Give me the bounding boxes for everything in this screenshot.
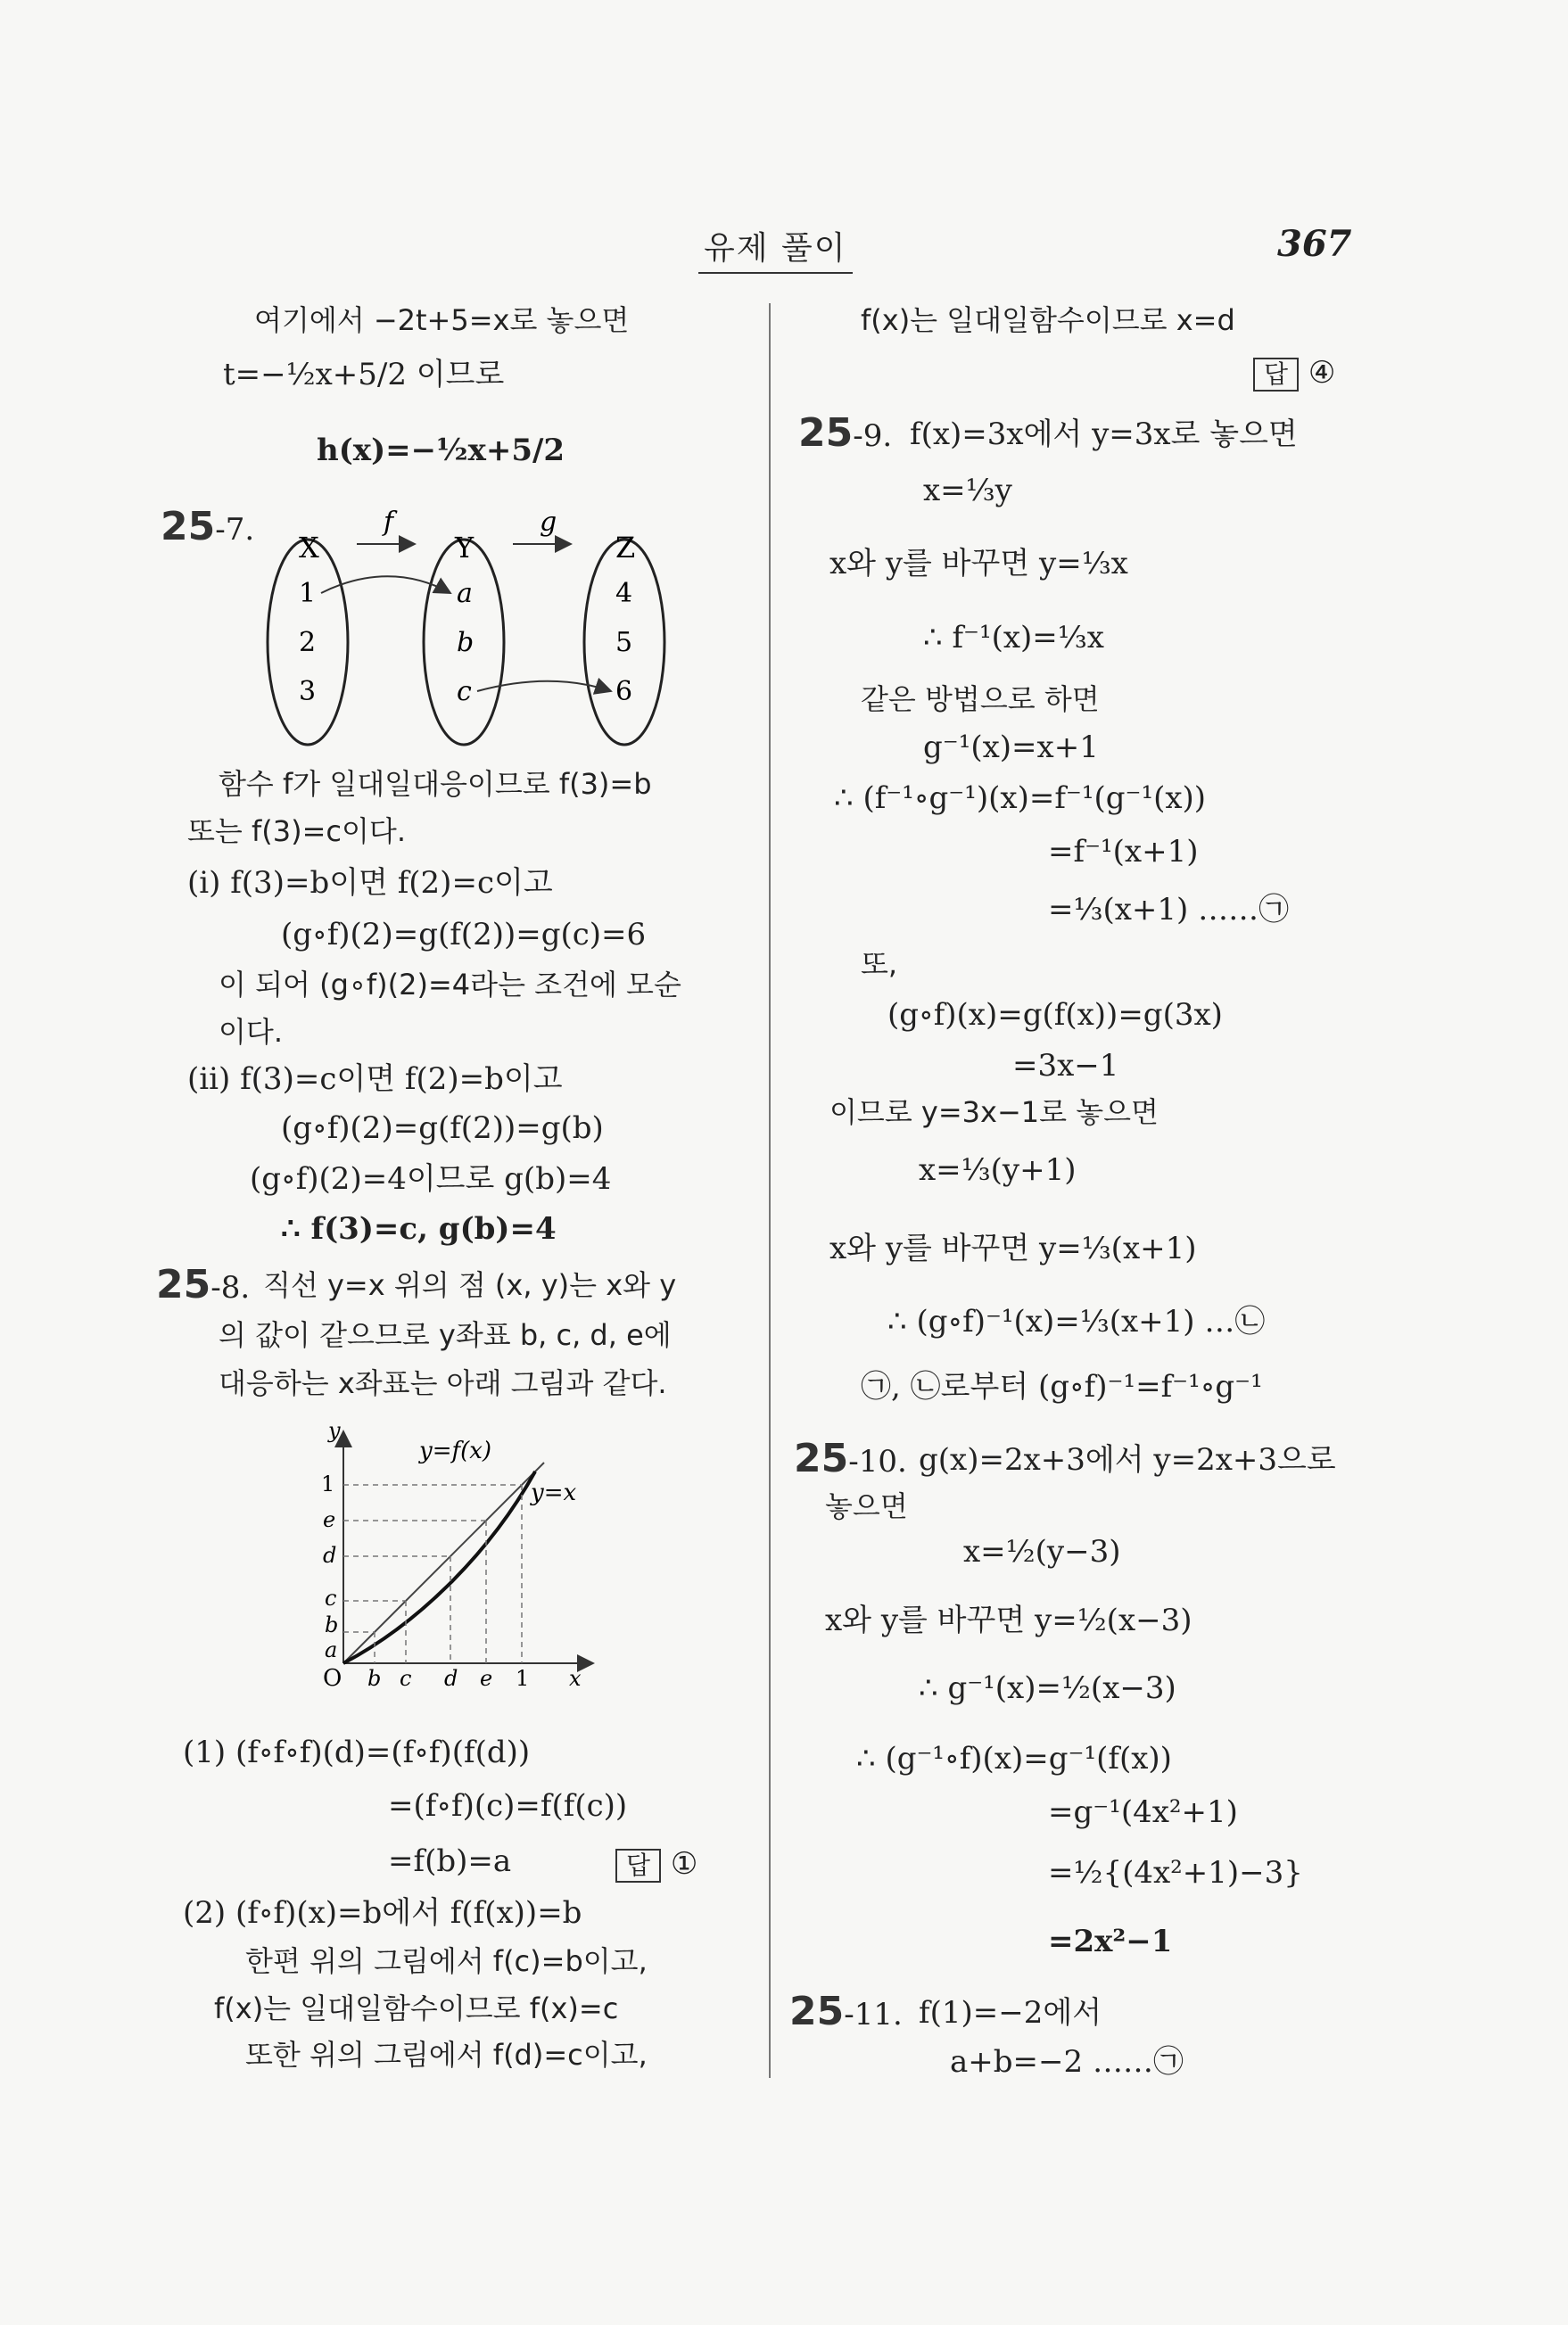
- x-tick: e: [480, 1666, 493, 1691]
- set-y-label: Y: [455, 531, 475, 565]
- y-item: a: [457, 578, 473, 609]
- problem-number: 25: [798, 410, 854, 456]
- text-line: a+b=−2 ……㉠: [950, 2044, 1184, 2080]
- text-line: 또,: [861, 947, 898, 981]
- text-line: x=½(y−3): [963, 1534, 1121, 1570]
- text-line: x와 y를 바꾸면 y=⅓(x+1): [829, 1231, 1197, 1266]
- answer-mark: ④: [1308, 355, 1336, 391]
- text-line: t=−½x+5/2 이므로: [223, 357, 505, 392]
- line-y-equals-x: [343, 1463, 544, 1663]
- text-line: 대응하는 x좌표는 아래 그림과 같다.: [219, 1366, 667, 1400]
- text-line: (i) f(3)=b이면 f(2)=c이고: [187, 865, 553, 901]
- curve-label: y=f(x): [419, 1438, 492, 1464]
- text-line: (g∘f)(2)=g(f(2))=g(b): [281, 1110, 604, 1146]
- y-tick: d: [323, 1543, 337, 1568]
- problem-number: 25: [789, 1989, 845, 2034]
- problem-label-25-7: [161, 504, 254, 551]
- map-g-label: g: [540, 507, 557, 538]
- text-line: =(f∘f)(c)=f(f(c)): [388, 1788, 628, 1824]
- x-item: 3: [299, 676, 317, 707]
- text-line: =½{(4x²+1)−3}: [1048, 1855, 1303, 1891]
- origin-label: O: [323, 1665, 342, 1692]
- y-tick: c: [325, 1586, 337, 1611]
- text-line: (g∘f)(2)=4이므로 g(b)=4: [250, 1161, 612, 1197]
- problem-subnumber: -7.: [215, 512, 255, 548]
- problem-label-25-10: [794, 1436, 907, 1483]
- text-line: g(x)=2x+3에서 y=2x+3으로: [919, 1442, 1336, 1478]
- problem-number: 25: [156, 1262, 211, 1307]
- text-line: ∴ (g⁻¹∘f)(x)=g⁻¹(f(x)): [856, 1741, 1172, 1777]
- text-line: ∴ (f⁻¹∘g⁻¹)(x)=f⁻¹(g⁻¹(x)): [834, 780, 1207, 816]
- answer-mark: ①: [670, 1846, 698, 1882]
- answer-label: 답: [615, 1849, 661, 1883]
- x-tick: b: [367, 1666, 382, 1691]
- y-tick: b: [325, 1612, 339, 1637]
- problem-subnumber: -10.: [848, 1444, 907, 1480]
- text-line: 같은 방법으로 하면: [861, 682, 1100, 716]
- text-line: ∴ f(3)=c, g(b)=4: [281, 1211, 557, 1247]
- text-line: f(x)=3x에서 y=3x로 놓으면: [910, 416, 1298, 452]
- text-line: 이므로 y=3x−1로 놓으면: [829, 1095, 1159, 1129]
- text-line: =g⁻¹(4x²+1): [1048, 1794, 1238, 1830]
- function-graph: [285, 1418, 615, 1703]
- text-line: ㉠, ㉡로부터 (g∘f)⁻¹=f⁻¹∘g⁻¹: [861, 1369, 1263, 1405]
- map-f-label: f: [384, 507, 394, 538]
- text-line: =3x−1: [1012, 1048, 1119, 1084]
- text-line: (g∘f)(2)=g(f(2))=g(c)=6: [281, 917, 647, 952]
- answer-label: 답: [1253, 358, 1299, 392]
- y-item: c: [457, 676, 472, 707]
- text-line: g⁻¹(x)=x+1: [923, 730, 1099, 765]
- text-line: ∴ g⁻¹(x)=½(x−3): [919, 1670, 1176, 1706]
- line-label: y=x: [531, 1480, 577, 1506]
- problem-number: 25: [161, 504, 216, 549]
- problem-subnumber: -11.: [844, 1997, 903, 2032]
- y-tick: 1: [321, 1472, 335, 1496]
- answer-1: [615, 1846, 697, 1883]
- text-line: 여기에서 −2t+5=x로 놓으면: [254, 303, 630, 337]
- x-tick: 1: [516, 1666, 530, 1691]
- text-line: x와 y를 바꾸면 y=⅓x: [829, 546, 1128, 581]
- text-line: x와 y를 바꾸면 y=½(x−3): [825, 1603, 1193, 1638]
- text-line: ∴ f⁻¹(x)=⅓x: [923, 620, 1104, 655]
- text-line: =2x²−1: [1048, 1924, 1173, 1959]
- text-line: 또는 f(3)=c이다.: [187, 814, 406, 848]
- text-line: 이다.: [219, 1015, 283, 1049]
- text-line: 한편 위의 그림에서 f(c)=b이고,: [245, 1944, 648, 1978]
- z-item: 4: [615, 578, 633, 609]
- text-line: =⅓(x+1) ……㉠: [1048, 892, 1290, 928]
- z-item: 6: [615, 676, 633, 707]
- text-line: 또한 위의 그림에서 f(d)=c이고,: [245, 2038, 648, 2072]
- y-item: b: [457, 627, 475, 658]
- text-line: ∴ (g∘f)⁻¹(x)=⅓(x+1) …㉡: [887, 1304, 1266, 1340]
- set-z-label: Z: [615, 531, 636, 565]
- arrow-c-to-6: [477, 681, 611, 691]
- y-tick: a: [325, 1637, 338, 1662]
- problem-label-25-11: [789, 1989, 903, 2036]
- problem-label-25-8: [156, 1262, 250, 1309]
- text-line: (1) (f∘f∘f)(d)=(f∘f)(f(d)): [183, 1735, 531, 1770]
- problem-subnumber: -8.: [210, 1270, 251, 1306]
- text-line: 직선 y=x 위의 점 (x, y)는 x와 y: [263, 1268, 677, 1302]
- text-line: 함수 f가 일대일대응이므로 f(3)=b: [219, 767, 652, 801]
- formula-result: h(x)=−½x+5/2: [317, 433, 565, 468]
- text-line: f(x)는 일대일함수이므로 x=d: [861, 303, 1235, 337]
- x-item: 2: [299, 627, 317, 658]
- text-line: (g∘f)(x)=g(f(x))=g(3x): [887, 997, 1223, 1033]
- text-line: x=⅓(y+1): [919, 1152, 1077, 1188]
- text-line: =f(b)=a: [388, 1843, 512, 1879]
- text-line: f(x)는 일대일함수이므로 f(x)=c: [214, 1991, 619, 2025]
- text-line: (ii) f(3)=c이면 f(2)=b이고: [187, 1061, 563, 1097]
- answer-2: [1253, 355, 1335, 392]
- set-mapping-diagram: [259, 499, 678, 758]
- x-axis-label: x: [569, 1666, 582, 1691]
- y-axis-label: y: [328, 1418, 341, 1443]
- y-tick: e: [323, 1507, 336, 1532]
- problem-label-25-9: [798, 410, 892, 458]
- text-line: x=⅓y: [923, 473, 1012, 508]
- text-line: f(1)=−2에서: [919, 1995, 1102, 2031]
- text-line: (2) (f∘f)(x)=b에서 f(f(x))=b: [183, 1895, 582, 1931]
- problem-number: 25: [794, 1436, 849, 1481]
- set-x-label: X: [299, 531, 319, 565]
- text-line: =f⁻¹(x+1): [1048, 834, 1199, 870]
- column-divider: [769, 303, 771, 2078]
- x-tick: c: [400, 1666, 412, 1691]
- problem-subnumber: -9.: [853, 418, 893, 454]
- header-title: 유제 풀이: [698, 223, 853, 274]
- text-line: 의 값이 같으므로 y좌표 b, c, d, e에: [219, 1318, 672, 1352]
- page-number: 367: [1277, 223, 1352, 265]
- text-line: 이 되어 (g∘f)(2)=4라는 조건에 모순: [219, 968, 681, 1002]
- z-item: 5: [615, 627, 633, 658]
- x-item: 1: [299, 578, 317, 609]
- text-line: 놓으면: [825, 1489, 908, 1523]
- x-tick: d: [444, 1666, 458, 1691]
